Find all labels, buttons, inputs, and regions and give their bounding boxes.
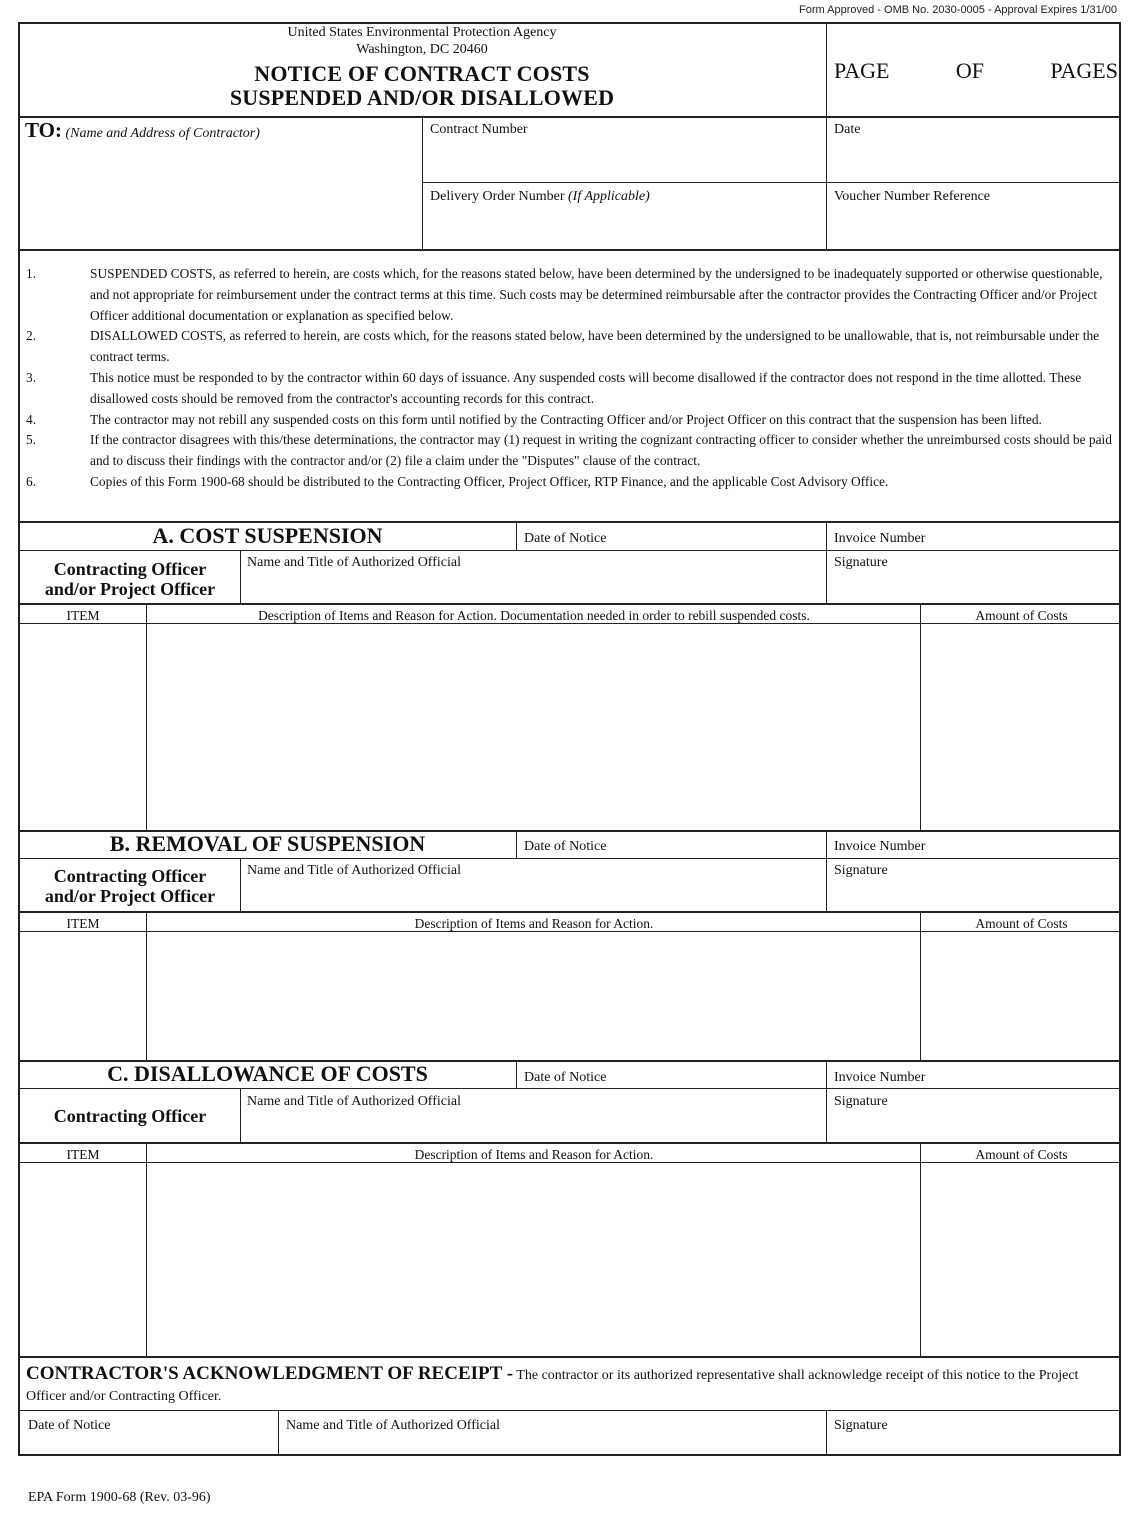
- section-c-amount-field[interactable]: [922, 1164, 1119, 1354]
- instruction-item: [20, 368, 1120, 410]
- divider: [18, 1162, 1121, 1163]
- form-number-footer: EPA Form 1900-68 (Rev. 03-96): [28, 1490, 211, 1505]
- divider: [240, 550, 241, 603]
- instruction-text: If the contractor disagrees with this/these determinations, the contractor may (1) request in writing the cognizant contracting officer to consider whether the unreimbursed costs should be paid and to discuss their findings with the contractor and/or (2) file a claim under the "Disputes" clause of the contract.: [90, 432, 1112, 469]
- section-c-item-field[interactable]: [20, 1164, 145, 1354]
- section-b-officer-label: [22, 866, 238, 906]
- of-label: OF: [955, 58, 984, 83]
- ack-date-label: Date of Notice: [28, 1418, 111, 1433]
- section-a-invoice-label: Invoice Number: [834, 531, 926, 546]
- ack-signature-label: Signature: [834, 1418, 888, 1433]
- section-c-title: C. DISALLOWANCE OF COSTS: [107, 1061, 428, 1086]
- divider: [826, 521, 827, 603]
- instruction-text: Copies of this Form 1900-68 should be distributed to the Contracting Officer, Project Officer, RTP Finance, and the applicable Cost Advisory Office.: [90, 473, 889, 489]
- divider: [146, 1142, 147, 1356]
- instruction-number: 3.: [26, 369, 37, 385]
- date-label: Date: [834, 122, 861, 137]
- instruction-text: This notice must be responded to by the contractor within 60 days of issuance. Any suspended costs will become disallowed if the contractor does not respond in the time allotted. These disallowed costs should be removed from the contractor's accounting records for this contract.: [90, 369, 1082, 406]
- divider: [422, 182, 1121, 183]
- instruction-number: 6.: [26, 473, 37, 489]
- section-a-date-label: Date of Notice: [524, 531, 607, 546]
- officer-line1: Contracting Officer: [53, 1106, 207, 1126]
- section-a-name-label: Name and Title of Authorized Official: [247, 555, 461, 570]
- officer-line2: and/or Project Officer: [44, 886, 216, 906]
- instruction-item: [20, 326, 1120, 368]
- instruction-number: 2.: [26, 328, 37, 344]
- to-label: TO:: [25, 118, 62, 142]
- divider: [18, 550, 1121, 551]
- divider: [516, 521, 517, 551]
- acknowledgment-text: The contractor or its authorized representative shall acknowledge receipt of this notice to the Project Officer and/or Contracting Officer.: [26, 1368, 1079, 1404]
- section-c-signature-label: Signature: [834, 1094, 888, 1109]
- instruction-number: 5.: [26, 432, 37, 448]
- divider: [826, 22, 827, 118]
- section-c-date-label: Date of Notice: [524, 1070, 607, 1085]
- section-c-officer-label: [22, 1106, 238, 1126]
- form-header: [18, 24, 826, 110]
- ack-name-label: Name and Title of Authorized Official: [286, 1418, 500, 1433]
- divider: [18, 931, 1121, 932]
- section-a-amount-field[interactable]: [922, 625, 1119, 829]
- section-a-title: A. COST SUSPENSION: [152, 523, 383, 548]
- divider: [146, 911, 147, 1061]
- section-b-item-header: ITEM: [66, 916, 100, 931]
- agency-name: United States Environmental Protection Agency: [287, 25, 557, 40]
- delivery-order-label-group: [430, 189, 650, 205]
- divider: [146, 603, 147, 831]
- divider: [516, 1060, 517, 1089]
- section-c-invoice-label: Invoice Number: [834, 1070, 926, 1085]
- divider: [18, 911, 1121, 913]
- form-title-line2: SUSPENDED AND/OR DISALLOWED: [229, 85, 615, 110]
- section-b-name-label: Name and Title of Authorized Official: [247, 863, 461, 878]
- divider: [826, 830, 827, 911]
- divider: [826, 1410, 827, 1456]
- divider: [516, 830, 517, 859]
- acknowledgment-title: CONTRACTOR'S ACKNOWLEDGMENT OF RECEIPT -: [26, 1363, 514, 1384]
- section-a-item-header: ITEM: [66, 608, 100, 623]
- divider: [920, 911, 921, 1061]
- page-of-pages[interactable]: [834, 58, 1118, 84]
- to-hint: (Name and Address of Contractor): [65, 126, 260, 141]
- section-b-invoice-label: Invoice Number: [834, 839, 926, 854]
- contract-number-label: Contract Number: [430, 122, 528, 137]
- divider: [18, 249, 1121, 251]
- instruction-item: [20, 264, 1120, 326]
- divider: [18, 1356, 1121, 1358]
- divider: [18, 1410, 1121, 1411]
- omb-notice: Form Approved - OMB No. 2030-0005 - Approval Expires 1/31/00: [799, 4, 1117, 16]
- section-a-description-header: Description of Items and Reason for Action. Documentation needed in order to rebill suspended costs.: [258, 608, 810, 623]
- section-b-signature-label: Signature: [834, 863, 888, 878]
- section-b-amount-header: Amount of Costs: [975, 916, 1068, 931]
- section-b-date-label: Date of Notice: [524, 839, 607, 854]
- page-label: PAGE: [834, 58, 890, 83]
- section-b-title: B. REMOVAL OF SUSPENSION: [109, 831, 426, 856]
- acknowledgment-statement: [26, 1363, 1116, 1407]
- instruction-item: [20, 430, 1120, 472]
- divider: [826, 1060, 827, 1142]
- divider: [920, 1142, 921, 1356]
- divider: [240, 858, 241, 911]
- divider: [920, 603, 921, 831]
- pages-label: PAGES: [1050, 58, 1118, 83]
- officer-line2: and/or Project Officer: [44, 579, 216, 599]
- section-a-item-field[interactable]: [20, 625, 145, 829]
- divider: [240, 1088, 241, 1142]
- instruction-item: [20, 410, 1120, 431]
- voucher-number-label: Voucher Number Reference: [834, 189, 991, 204]
- divider: [826, 116, 827, 250]
- officer-line1: Contracting Officer: [53, 559, 207, 579]
- instruction-text: The contractor may not rebill any suspended costs on this form until notified by the Contracting Officer and/or Project Officer on this contract that the suspension has been lifted.: [90, 411, 1042, 427]
- section-c-amount-header: Amount of Costs: [975, 1147, 1068, 1162]
- section-c-item-header: ITEM: [66, 1147, 100, 1162]
- date-field[interactable]: [828, 118, 1119, 180]
- divider: [18, 858, 1121, 859]
- section-b-item-field[interactable]: [20, 933, 145, 1059]
- section-c-name-label: Name and Title of Authorized Official: [247, 1094, 461, 1109]
- divider: [18, 1088, 1121, 1089]
- form-title-line1: NOTICE OF CONTRACT COSTS: [254, 61, 590, 86]
- divider: [18, 603, 1121, 605]
- officer-line1: Contracting Officer: [53, 866, 207, 886]
- delivery-order-label: Delivery Order Number: [430, 189, 565, 204]
- section-a-description-field[interactable]: [148, 625, 919, 829]
- section-a-amount-header: Amount of Costs: [975, 608, 1068, 623]
- delivery-order-hint: (If Applicable): [568, 189, 650, 204]
- section-b-description-field[interactable]: [148, 933, 919, 1059]
- instruction-item: [20, 472, 1120, 493]
- agency-address: Washington, DC 20460: [356, 42, 488, 57]
- divider: [278, 1410, 279, 1456]
- instruction-number: 4.: [26, 411, 37, 427]
- section-b-amount-field[interactable]: [922, 933, 1119, 1059]
- divider: [422, 116, 423, 250]
- divider: [18, 1142, 1121, 1144]
- section-c-description-field[interactable]: [148, 1164, 919, 1354]
- to-label-group: [25, 118, 260, 142]
- section-b-description-header: Description of Items and Reason for Action.: [414, 916, 654, 931]
- instruction-number: 1.: [26, 266, 37, 281]
- instruction-text: SUSPENDED COSTS, as referred to herein, are costs which, for the reasons stated below, have been determined by the undersigned to be inadequately supported or otherwise questionable, and not appropriate for reimbursement under the contract terms at this time. Such costs may be determined reimbursable after the contractor provides the Contracting Officer and/or Project Officer additional documentation or explanation as specified below.: [90, 266, 1103, 323]
- instruction-text: DISALLOWED COSTS, as referred to herein, are costs which, for the reasons stated below, have been determined by the undersigned to be unallowable, that is, not reimbursable under the contract terms.: [90, 328, 1100, 365]
- instructions-list: [20, 264, 1120, 493]
- section-a-signature-label: Signature: [834, 555, 888, 570]
- section-a-officer-label: [22, 559, 238, 599]
- section-c-description-header: Description of Items and Reason for Action.: [414, 1147, 654, 1162]
- divider: [18, 623, 1121, 624]
